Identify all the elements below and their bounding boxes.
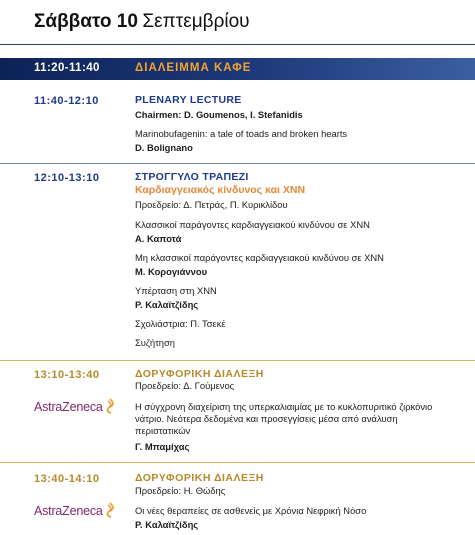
satellite-1-speaker: Γ. Μπαμίχας <box>135 441 190 452</box>
satellite-session-2 <box>0 470 475 534</box>
astrazeneca-logo <box>34 398 116 414</box>
day-header <box>0 0 475 44</box>
coffee-break-title: ΔΙΑΛΕΙΜΜΑ ΚΑΦΕ <box>135 62 252 74</box>
satellite-2-title: ΔΟΡΥΦΟΡΙΚΗ ΔΙΑΛΕΞΗ <box>135 472 264 484</box>
roundtable-title: ΣΤΡΟΓΓΥΛΟ ΤΡΑΠΕΖΙ <box>135 171 249 183</box>
roundtable-chairs: Προεδρείο: Δ. Πετράς, Π. Κυρικλίδου <box>135 199 288 210</box>
header-divider <box>0 44 475 45</box>
satellite-session-1 <box>0 366 475 456</box>
astrazeneca-swirl-icon <box>104 502 116 518</box>
sponsor-name: AstraZeneca <box>34 504 103 518</box>
satellite-2-chairs: Προεδρείο: Η. Θώδης <box>135 485 226 496</box>
sponsor-name: AstraZeneca <box>34 400 103 414</box>
roundtable-talk-1: Κλασσικοί παράγοντες καρδιαγγειακού κινδύνου σε ΧΝΝ <box>135 219 370 230</box>
roundtable-session <box>0 170 475 358</box>
plenary-time: 11:40-12:10 <box>34 95 99 107</box>
satellite-2-time: 13:40-14:10 <box>34 473 100 485</box>
plenary-session <box>0 92 475 158</box>
roundtable-time: 12:10-13:10 <box>34 172 100 184</box>
astrazeneca-swirl-icon <box>104 398 116 414</box>
plenary-speaker: D. Bolignano <box>135 142 193 153</box>
satellite-2-talk: Οι νέες θεραπείες σε ασθενείς με Χρόνια Νεφρική Νόσο <box>135 505 367 516</box>
coffee-break-bar <box>0 58 475 80</box>
roundtable-speaker-1: Α. Καποτά <box>135 233 182 244</box>
day-title-month: Σεπτεμβρίου <box>142 11 250 32</box>
satellite-1-talk: Η σύγχρονη διαχείριση της υπερκαλιαιμίας με το κυκλοπυριτικό ζιρκόνιο νάτριο. Νεότερα δεδομένα και προσεγγίσεις μέσα από ανάλυση περιστατικών <box>135 401 433 436</box>
coffee-break-time: 11:20-11:40 <box>34 62 100 74</box>
roundtable-speaker-3: Ρ. Καλαϊτζίδης <box>135 299 199 310</box>
satellite-1-chairs: Προεδρείο: Δ. Γούμενος <box>135 380 235 391</box>
roundtable-subtitle: Καρδιαγγειακός κίνδυνος και ΧΝΝ <box>135 184 306 196</box>
roundtable-talk-2: Μη κλασσικοί παράγοντες καρδιαγγειακού κινδύνου σε ΧΝΝ <box>135 252 384 263</box>
roundtable-talk-3: Υπέρταση στη ΧΝΝ <box>135 285 217 296</box>
plenary-chairmen: Chairmen: D. Goumenos, I. Stefanidis <box>135 109 303 120</box>
roundtable-commentator: Σχολιάστρια: Π. Τσεκέ <box>135 318 226 329</box>
separator <box>0 163 475 164</box>
satellite-1-time: 13:10-13:40 <box>34 369 100 381</box>
day-title-bold: Σάββατο 10 <box>34 11 138 32</box>
separator <box>0 360 475 361</box>
roundtable-speaker-2: Μ. Κορογιάννου <box>135 266 208 277</box>
plenary-title: PLENARY LECTURE <box>135 94 242 106</box>
separator <box>0 462 475 463</box>
astrazeneca-logo <box>34 502 116 518</box>
roundtable-discussion: Συζήτηση <box>135 337 176 348</box>
plenary-talk: Marinobufagenin: a tale of toads and broken hearts <box>135 128 348 139</box>
satellite-2-speaker: Ρ. Καλαϊτζίδης <box>135 519 199 530</box>
satellite-1-title: ΔΟΡΥΦΟΡΙΚΗ ΔΙΑΛΕΞΗ <box>135 368 264 380</box>
